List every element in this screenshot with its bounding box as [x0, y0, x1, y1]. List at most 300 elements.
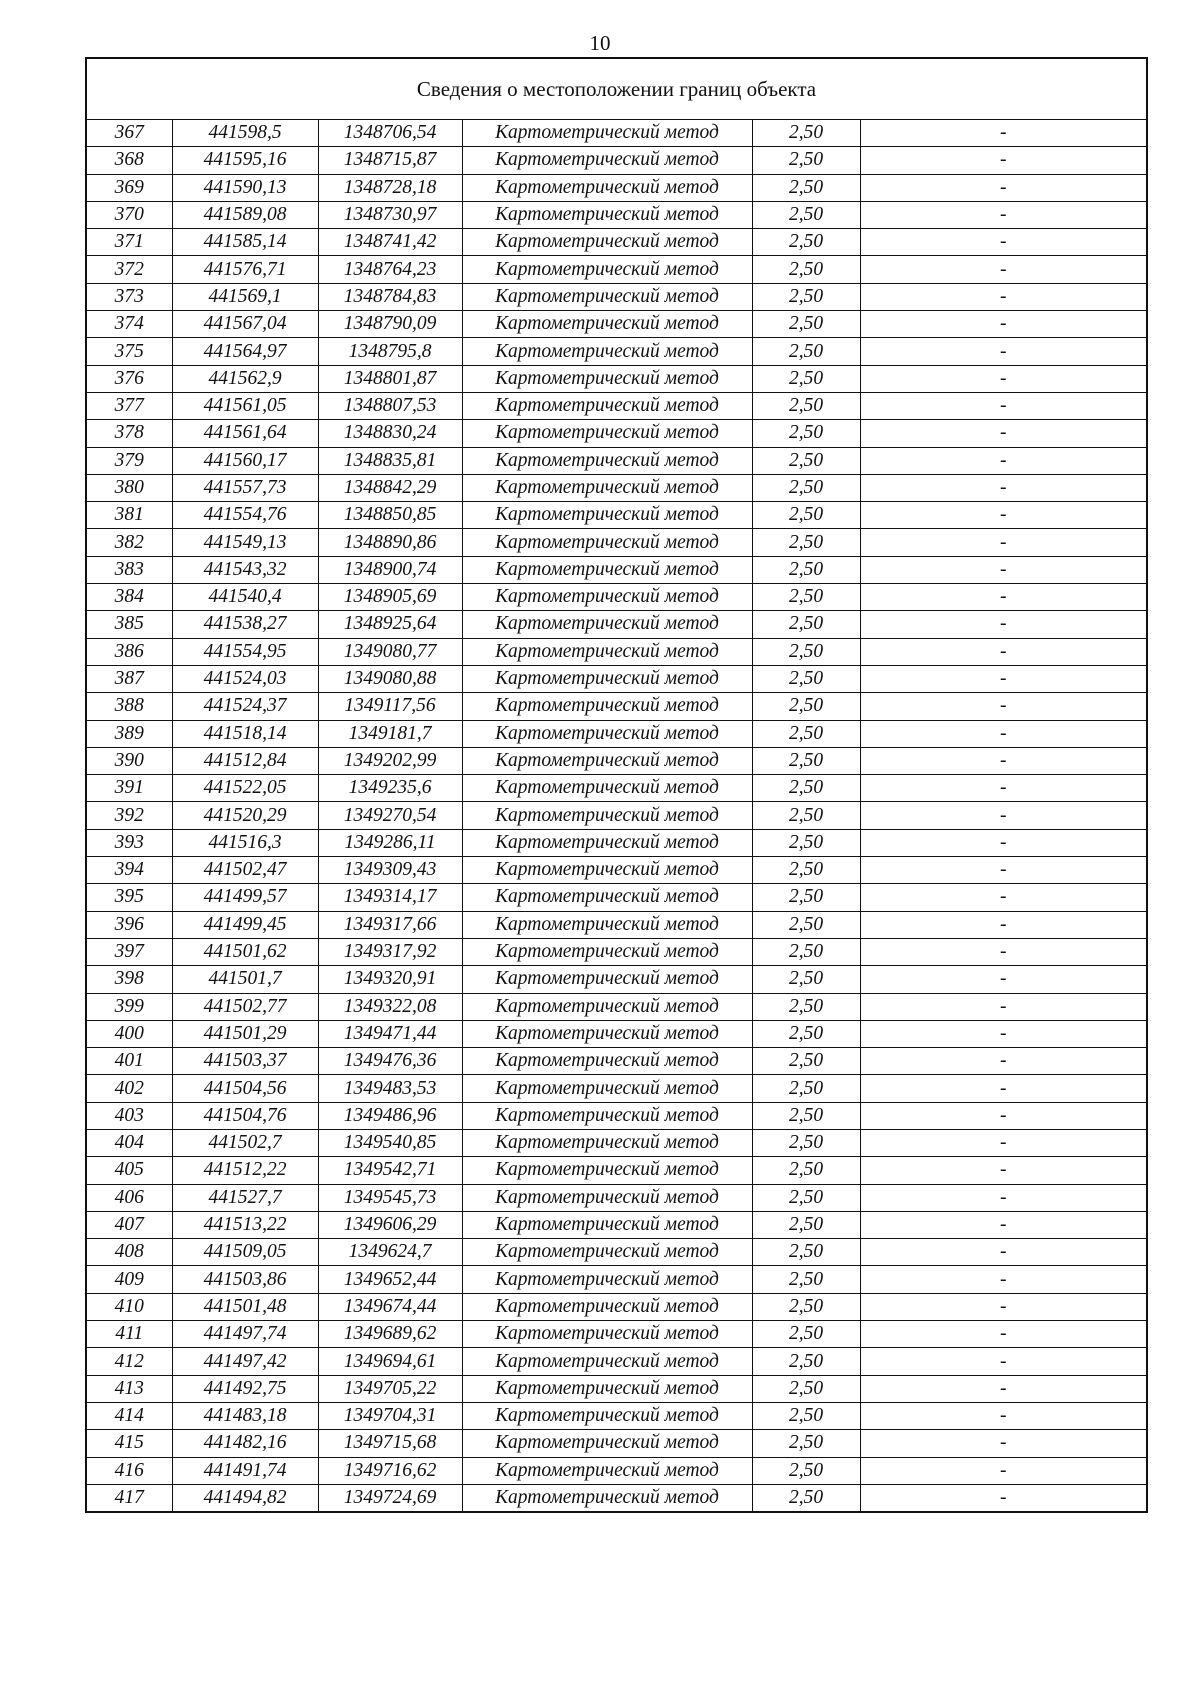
- accuracy-cell: 2,50: [752, 802, 860, 829]
- x-coordinate-cell: 441501,48: [172, 1293, 318, 1320]
- x-coordinate-cell: 441502,77: [172, 993, 318, 1020]
- y-coordinate-cell: 1349689,62: [318, 1321, 462, 1348]
- x-coordinate-cell: 441554,95: [172, 638, 318, 665]
- table-row: [86, 1157, 1147, 1184]
- description-cell: -: [860, 938, 1147, 965]
- x-coordinate-cell: 441561,05: [172, 392, 318, 419]
- point-number-cell: 397: [86, 938, 172, 965]
- table-row: [86, 147, 1147, 174]
- table-row: [86, 638, 1147, 665]
- description-cell: -: [860, 829, 1147, 856]
- y-coordinate-cell: 1348784,83: [318, 283, 462, 310]
- x-coordinate-cell: 441520,29: [172, 802, 318, 829]
- method-cell: Картометрический метод: [462, 1102, 752, 1129]
- accuracy-cell: 2,50: [752, 638, 860, 665]
- accuracy-cell: 2,50: [752, 420, 860, 447]
- accuracy-cell: 2,50: [752, 120, 860, 147]
- description-cell: -: [860, 1430, 1147, 1457]
- table-header-row: [86, 58, 1147, 120]
- accuracy-cell: 2,50: [752, 1348, 860, 1375]
- table-row: [86, 474, 1147, 501]
- point-number-cell: 395: [86, 884, 172, 911]
- y-coordinate-cell: 1349542,71: [318, 1157, 462, 1184]
- method-cell: Картометрический метод: [462, 338, 752, 365]
- description-cell: -: [860, 256, 1147, 283]
- description-cell: -: [860, 665, 1147, 692]
- accuracy-cell: 2,50: [752, 392, 860, 419]
- point-number-cell: 375: [86, 338, 172, 365]
- y-coordinate-cell: 1348807,53: [318, 392, 462, 419]
- point-number-cell: 399: [86, 993, 172, 1020]
- x-coordinate-cell: 441564,97: [172, 338, 318, 365]
- y-coordinate-cell: 1348706,54: [318, 120, 462, 147]
- description-cell: -: [860, 720, 1147, 747]
- point-number-cell: 406: [86, 1184, 172, 1211]
- y-coordinate-cell: 1348741,42: [318, 229, 462, 256]
- description-cell: -: [860, 338, 1147, 365]
- accuracy-cell: 2,50: [752, 474, 860, 501]
- description-cell: -: [860, 1375, 1147, 1402]
- y-coordinate-cell: 1348764,23: [318, 256, 462, 283]
- y-coordinate-cell: 1349322,08: [318, 993, 462, 1020]
- table-row: [86, 1048, 1147, 1075]
- y-coordinate-cell: 1349724,69: [318, 1484, 462, 1512]
- description-cell: -: [860, 884, 1147, 911]
- description-cell: -: [860, 584, 1147, 611]
- method-cell: Картометрический метод: [462, 174, 752, 201]
- y-coordinate-cell: 1349202,99: [318, 747, 462, 774]
- y-coordinate-cell: 1349317,92: [318, 938, 462, 965]
- x-coordinate-cell: 441518,14: [172, 720, 318, 747]
- method-cell: Картометрический метод: [462, 474, 752, 501]
- table-row: [86, 447, 1147, 474]
- accuracy-cell: 2,50: [752, 529, 860, 556]
- page-number: 10: [589, 31, 611, 55]
- table-row: [86, 775, 1147, 802]
- point-number-cell: 382: [86, 529, 172, 556]
- description-cell: -: [860, 693, 1147, 720]
- table-row: [86, 174, 1147, 201]
- point-number-cell: 385: [86, 611, 172, 638]
- y-coordinate-cell: 1349716,62: [318, 1457, 462, 1484]
- accuracy-cell: 2,50: [752, 775, 860, 802]
- table-row: [86, 966, 1147, 993]
- y-coordinate-cell: 1348925,64: [318, 611, 462, 638]
- method-cell: Картометрический метод: [462, 1321, 752, 1348]
- point-number-cell: 404: [86, 1129, 172, 1156]
- table-row: [86, 1375, 1147, 1402]
- description-cell: -: [860, 1075, 1147, 1102]
- accuracy-cell: 2,50: [752, 747, 860, 774]
- method-cell: Картометрический метод: [462, 693, 752, 720]
- table-row: [86, 1184, 1147, 1211]
- y-coordinate-cell: 1348730,97: [318, 201, 462, 228]
- x-coordinate-cell: 441492,75: [172, 1375, 318, 1402]
- description-cell: -: [860, 392, 1147, 419]
- y-coordinate-cell: 1348715,87: [318, 147, 462, 174]
- point-number-cell: 372: [86, 256, 172, 283]
- point-number-cell: 371: [86, 229, 172, 256]
- accuracy-cell: 2,50: [752, 665, 860, 692]
- accuracy-cell: 2,50: [752, 884, 860, 911]
- point-number-cell: 415: [86, 1430, 172, 1457]
- y-coordinate-cell: 1348801,87: [318, 365, 462, 392]
- table-row: [86, 1020, 1147, 1047]
- point-number-cell: 384: [86, 584, 172, 611]
- description-cell: -: [860, 857, 1147, 884]
- method-cell: Картометрический метод: [462, 1348, 752, 1375]
- accuracy-cell: 2,50: [752, 611, 860, 638]
- point-number-cell: 369: [86, 174, 172, 201]
- table-row: [86, 365, 1147, 392]
- description-cell: -: [860, 420, 1147, 447]
- description-cell: -: [860, 1348, 1147, 1375]
- y-coordinate-cell: 1349606,29: [318, 1211, 462, 1238]
- point-number-cell: 414: [86, 1402, 172, 1429]
- method-cell: Картометрический метод: [462, 229, 752, 256]
- table-row: [86, 1239, 1147, 1266]
- point-number-cell: 379: [86, 447, 172, 474]
- description-cell: -: [860, 1402, 1147, 1429]
- accuracy-cell: 2,50: [752, 1457, 860, 1484]
- table-row: [86, 1293, 1147, 1320]
- accuracy-cell: 2,50: [752, 911, 860, 938]
- point-number-cell: 403: [86, 1102, 172, 1129]
- point-number-cell: 381: [86, 502, 172, 529]
- description-cell: -: [860, 447, 1147, 474]
- x-coordinate-cell: 441482,16: [172, 1430, 318, 1457]
- accuracy-cell: 2,50: [752, 1129, 860, 1156]
- y-coordinate-cell: 1349270,54: [318, 802, 462, 829]
- y-coordinate-cell: 1349715,68: [318, 1430, 462, 1457]
- table-row: [86, 256, 1147, 283]
- x-coordinate-cell: 441540,4: [172, 584, 318, 611]
- table-row: [86, 1348, 1147, 1375]
- x-coordinate-cell: 441491,74: [172, 1457, 318, 1484]
- table-row: [86, 911, 1147, 938]
- method-cell: Картометрический метод: [462, 665, 752, 692]
- method-cell: Картометрический метод: [462, 502, 752, 529]
- y-coordinate-cell: 1349286,11: [318, 829, 462, 856]
- table-row: [86, 720, 1147, 747]
- y-coordinate-cell: 1348835,81: [318, 447, 462, 474]
- table-row: [86, 201, 1147, 228]
- point-number-cell: 393: [86, 829, 172, 856]
- point-number-cell: 380: [86, 474, 172, 501]
- y-coordinate-cell: 1348842,29: [318, 474, 462, 501]
- accuracy-cell: 2,50: [752, 447, 860, 474]
- x-coordinate-cell: 441483,18: [172, 1402, 318, 1429]
- x-coordinate-cell: 441501,7: [172, 966, 318, 993]
- method-cell: Картометрический метод: [462, 775, 752, 802]
- accuracy-cell: 2,50: [752, 829, 860, 856]
- method-cell: Картометрический метод: [462, 1184, 752, 1211]
- table-row: [86, 229, 1147, 256]
- table-row: [86, 529, 1147, 556]
- description-cell: -: [860, 775, 1147, 802]
- table-row: [86, 1484, 1147, 1512]
- point-number-cell: 388: [86, 693, 172, 720]
- method-cell: Картометрический метод: [462, 1457, 752, 1484]
- table-row: [86, 1457, 1147, 1484]
- y-coordinate-cell: 1349705,22: [318, 1375, 462, 1402]
- method-cell: Картометрический метод: [462, 1402, 752, 1429]
- method-cell: Картометрический метод: [462, 1430, 752, 1457]
- description-cell: -: [860, 1293, 1147, 1320]
- table-row: [86, 556, 1147, 583]
- accuracy-cell: 2,50: [752, 1048, 860, 1075]
- x-coordinate-cell: 441502,7: [172, 1129, 318, 1156]
- method-cell: Картометрический метод: [462, 556, 752, 583]
- method-cell: Картометрический метод: [462, 1211, 752, 1238]
- accuracy-cell: 2,50: [752, 966, 860, 993]
- table-row: [86, 1430, 1147, 1457]
- table-row: [86, 829, 1147, 856]
- accuracy-cell: 2,50: [752, 1102, 860, 1129]
- x-coordinate-cell: 441598,5: [172, 120, 318, 147]
- y-coordinate-cell: 1349540,85: [318, 1129, 462, 1156]
- description-cell: -: [860, 1102, 1147, 1129]
- y-coordinate-cell: 1349309,43: [318, 857, 462, 884]
- method-cell: Картометрический метод: [462, 884, 752, 911]
- x-coordinate-cell: 441569,1: [172, 283, 318, 310]
- method-cell: Картометрический метод: [462, 1048, 752, 1075]
- x-coordinate-cell: 441503,86: [172, 1266, 318, 1293]
- table-row: [86, 802, 1147, 829]
- y-coordinate-cell: 1349483,53: [318, 1075, 462, 1102]
- method-cell: Картометрический метод: [462, 584, 752, 611]
- point-number-cell: 377: [86, 392, 172, 419]
- y-coordinate-cell: 1348890,86: [318, 529, 462, 556]
- table-row: [86, 338, 1147, 365]
- x-coordinate-cell: 441512,22: [172, 1157, 318, 1184]
- description-cell: -: [860, 1129, 1147, 1156]
- point-number-cell: 416: [86, 1457, 172, 1484]
- accuracy-cell: 2,50: [752, 1239, 860, 1266]
- accuracy-cell: 2,50: [752, 1184, 860, 1211]
- point-number-cell: 409: [86, 1266, 172, 1293]
- accuracy-cell: 2,50: [752, 365, 860, 392]
- method-cell: Картометрический метод: [462, 857, 752, 884]
- accuracy-cell: 2,50: [752, 993, 860, 1020]
- y-coordinate-cell: 1349652,44: [318, 1266, 462, 1293]
- point-number-cell: 417: [86, 1484, 172, 1512]
- y-coordinate-cell: 1349320,91: [318, 966, 462, 993]
- table-row: [86, 311, 1147, 338]
- accuracy-cell: 2,50: [752, 857, 860, 884]
- description-cell: -: [860, 529, 1147, 556]
- method-cell: Картометрический метод: [462, 1266, 752, 1293]
- accuracy-cell: 2,50: [752, 1321, 860, 1348]
- x-coordinate-cell: 441509,05: [172, 1239, 318, 1266]
- method-cell: Картометрический метод: [462, 420, 752, 447]
- table-row: [86, 1075, 1147, 1102]
- table-row: [86, 693, 1147, 720]
- method-cell: Картометрический метод: [462, 1484, 752, 1512]
- method-cell: Картометрический метод: [462, 1239, 752, 1266]
- method-cell: Картометрический метод: [462, 911, 752, 938]
- point-number-cell: 411: [86, 1321, 172, 1348]
- table-row: [86, 420, 1147, 447]
- table-row: [86, 283, 1147, 310]
- method-cell: Картометрический метод: [462, 392, 752, 419]
- point-number-cell: 392: [86, 802, 172, 829]
- x-coordinate-cell: 441501,29: [172, 1020, 318, 1047]
- accuracy-cell: 2,50: [752, 147, 860, 174]
- point-number-cell: 383: [86, 556, 172, 583]
- accuracy-cell: 2,50: [752, 720, 860, 747]
- accuracy-cell: 2,50: [752, 229, 860, 256]
- table-row: [86, 1211, 1147, 1238]
- point-number-cell: 401: [86, 1048, 172, 1075]
- y-coordinate-cell: 1349471,44: [318, 1020, 462, 1047]
- accuracy-cell: 2,50: [752, 1157, 860, 1184]
- method-cell: Картометрический метод: [462, 201, 752, 228]
- accuracy-cell: 2,50: [752, 1430, 860, 1457]
- x-coordinate-cell: 441499,57: [172, 884, 318, 911]
- point-number-cell: 373: [86, 283, 172, 310]
- point-number-cell: 387: [86, 665, 172, 692]
- accuracy-cell: 2,50: [752, 693, 860, 720]
- description-cell: -: [860, 966, 1147, 993]
- accuracy-cell: 2,50: [752, 556, 860, 583]
- x-coordinate-cell: 441543,32: [172, 556, 318, 583]
- description-cell: -: [860, 993, 1147, 1020]
- description-cell: -: [860, 1239, 1147, 1266]
- description-cell: -: [860, 120, 1147, 147]
- y-coordinate-cell: 1349080,88: [318, 665, 462, 692]
- x-coordinate-cell: 441562,9: [172, 365, 318, 392]
- point-number-cell: 400: [86, 1020, 172, 1047]
- x-coordinate-cell: 441561,64: [172, 420, 318, 447]
- point-number-cell: 408: [86, 1239, 172, 1266]
- accuracy-cell: 2,50: [752, 1293, 860, 1320]
- description-cell: -: [860, 1484, 1147, 1512]
- method-cell: Картометрический метод: [462, 256, 752, 283]
- accuracy-cell: 2,50: [752, 1020, 860, 1047]
- accuracy-cell: 2,50: [752, 256, 860, 283]
- method-cell: Картометрический метод: [462, 966, 752, 993]
- table-row: [86, 938, 1147, 965]
- accuracy-cell: 2,50: [752, 1075, 860, 1102]
- point-number-cell: 405: [86, 1157, 172, 1184]
- point-number-cell: 391: [86, 775, 172, 802]
- y-coordinate-cell: 1349486,96: [318, 1102, 462, 1129]
- x-coordinate-cell: 441516,3: [172, 829, 318, 856]
- y-coordinate-cell: 1349545,73: [318, 1184, 462, 1211]
- description-cell: -: [860, 229, 1147, 256]
- accuracy-cell: 2,50: [752, 1266, 860, 1293]
- point-number-cell: 390: [86, 747, 172, 774]
- x-coordinate-cell: 441504,56: [172, 1075, 318, 1102]
- point-number-cell: 398: [86, 966, 172, 993]
- description-cell: -: [860, 1457, 1147, 1484]
- point-number-cell: 402: [86, 1075, 172, 1102]
- table-title: Сведения о местоположении границ объекта: [86, 58, 1147, 120]
- method-cell: Картометрический метод: [462, 529, 752, 556]
- point-number-cell: 413: [86, 1375, 172, 1402]
- description-cell: -: [860, 1321, 1147, 1348]
- x-coordinate-cell: 441585,14: [172, 229, 318, 256]
- table-row: [86, 611, 1147, 638]
- x-coordinate-cell: 441524,03: [172, 665, 318, 692]
- description-cell: -: [860, 474, 1147, 501]
- description-cell: -: [860, 611, 1147, 638]
- y-coordinate-cell: 1349080,77: [318, 638, 462, 665]
- description-cell: -: [860, 911, 1147, 938]
- point-number-cell: 410: [86, 1293, 172, 1320]
- table-row: [86, 857, 1147, 884]
- description-cell: -: [860, 1048, 1147, 1075]
- description-cell: -: [860, 638, 1147, 665]
- y-coordinate-cell: 1348830,24: [318, 420, 462, 447]
- y-coordinate-cell: 1349476,36: [318, 1048, 462, 1075]
- method-cell: Картометрический метод: [462, 938, 752, 965]
- method-cell: Картометрический метод: [462, 611, 752, 638]
- description-cell: -: [860, 802, 1147, 829]
- description-cell: -: [860, 365, 1147, 392]
- boundary-coordinates-table: [85, 57, 1148, 1513]
- table-row: [86, 1402, 1147, 1429]
- accuracy-cell: 2,50: [752, 338, 860, 365]
- x-coordinate-cell: 441497,42: [172, 1348, 318, 1375]
- accuracy-cell: 2,50: [752, 584, 860, 611]
- x-coordinate-cell: 441576,71: [172, 256, 318, 283]
- x-coordinate-cell: 441554,76: [172, 502, 318, 529]
- point-number-cell: 407: [86, 1211, 172, 1238]
- x-coordinate-cell: 441504,76: [172, 1102, 318, 1129]
- method-cell: Картометрический метод: [462, 1293, 752, 1320]
- x-coordinate-cell: 441513,22: [172, 1211, 318, 1238]
- method-cell: Картометрический метод: [462, 1157, 752, 1184]
- method-cell: Картометрический метод: [462, 993, 752, 1020]
- method-cell: Картометрический метод: [462, 1020, 752, 1047]
- table-row: [86, 392, 1147, 419]
- method-cell: Картометрический метод: [462, 802, 752, 829]
- accuracy-cell: 2,50: [752, 201, 860, 228]
- description-cell: -: [860, 1211, 1147, 1238]
- method-cell: Картометрический метод: [462, 120, 752, 147]
- x-coordinate-cell: 441497,74: [172, 1321, 318, 1348]
- method-cell: Картометрический метод: [462, 720, 752, 747]
- description-cell: -: [860, 1157, 1147, 1184]
- y-coordinate-cell: 1348795,8: [318, 338, 462, 365]
- x-coordinate-cell: 441501,62: [172, 938, 318, 965]
- table-row: [86, 1102, 1147, 1129]
- x-coordinate-cell: 441567,04: [172, 311, 318, 338]
- y-coordinate-cell: 1349235,6: [318, 775, 462, 802]
- point-number-cell: 386: [86, 638, 172, 665]
- point-number-cell: 378: [86, 420, 172, 447]
- description-cell: -: [860, 1020, 1147, 1047]
- description-cell: -: [860, 311, 1147, 338]
- accuracy-cell: 2,50: [752, 938, 860, 965]
- y-coordinate-cell: 1349317,66: [318, 911, 462, 938]
- table-row: [86, 665, 1147, 692]
- table-row: [86, 1266, 1147, 1293]
- table-row: [86, 1129, 1147, 1156]
- y-coordinate-cell: 1348850,85: [318, 502, 462, 529]
- y-coordinate-cell: 1349674,44: [318, 1293, 462, 1320]
- description-cell: -: [860, 147, 1147, 174]
- point-number-cell: 394: [86, 857, 172, 884]
- y-coordinate-cell: 1349314,17: [318, 884, 462, 911]
- description-cell: -: [860, 174, 1147, 201]
- method-cell: Картометрический метод: [462, 365, 752, 392]
- method-cell: Картометрический метод: [462, 283, 752, 310]
- y-coordinate-cell: 1348790,09: [318, 311, 462, 338]
- x-coordinate-cell: 441494,82: [172, 1484, 318, 1512]
